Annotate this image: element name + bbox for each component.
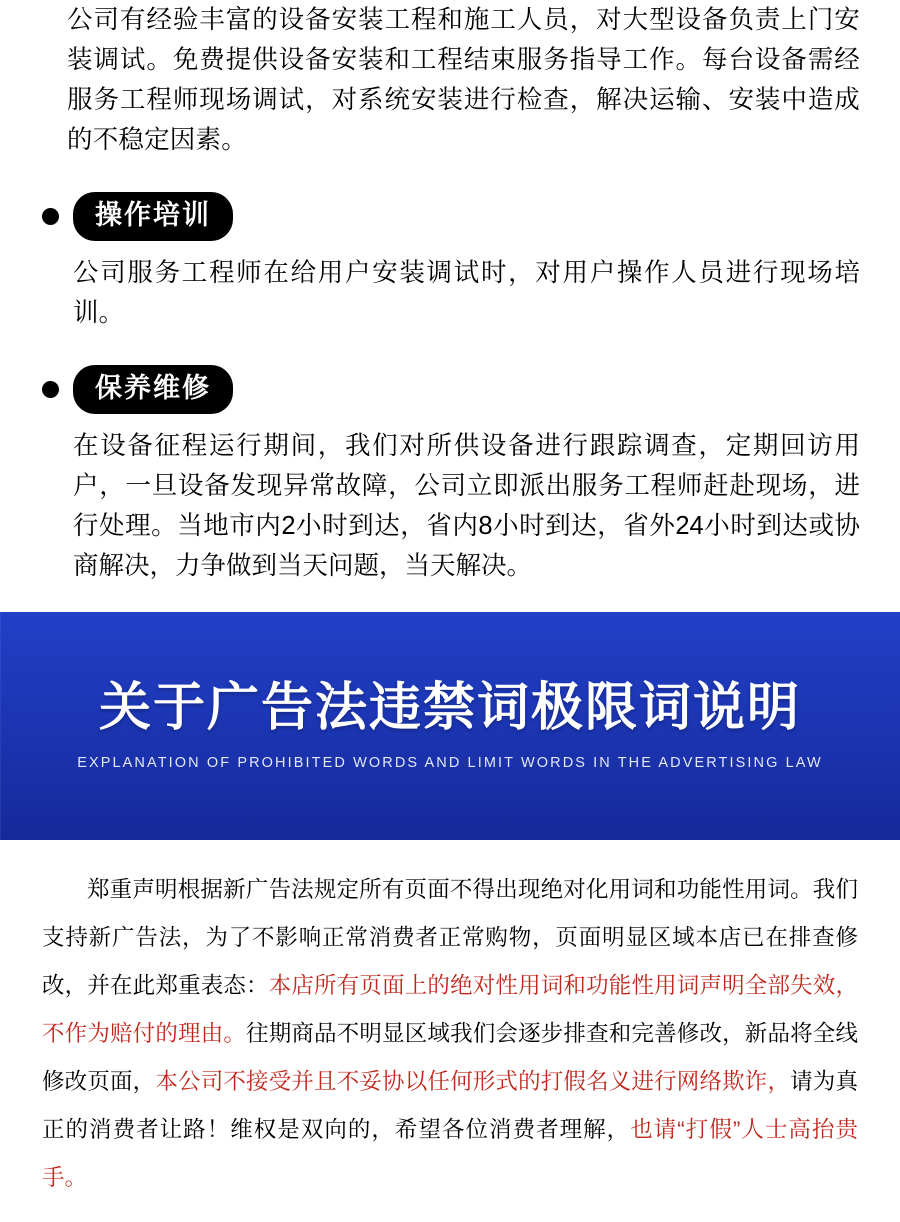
bullet-dot-icon xyxy=(42,208,59,225)
advertising-law-statement xyxy=(0,840,900,1222)
service-block-maintenance xyxy=(40,365,860,586)
bullet-dot-icon xyxy=(42,381,59,398)
statement-segment-highlight: 本店所有页面上的绝对性用词和功能性用词声明全部失效，不作为赔付的理由。 xyxy=(42,973,858,1046)
statement-segment: 郑重声明根据新广告法规定所有页面不得出现绝对化用词和功能性用词。我们支持新广告法，为了不影响正常消费者正常购物，页面明显区域本店已在排查修改，并在此郑重表态： xyxy=(42,877,858,998)
statement-segment-highlight: 本公司不接受并且不妥协以任何形式的打假名义进行网络欺诈， xyxy=(155,1069,791,1094)
service-block-header xyxy=(40,365,860,414)
statement-segment-highlight: 也请“打假”人士高抬贵手。 xyxy=(42,1117,858,1190)
service-intro-paragraph: 公司有经验丰富的设备安装工程和施工人员，对大型设备负责上门安装调试。免费提供设备安装和工程结束服务指导工作。每台设备需经服务工程师现场调试，对系统安装进行检查，解决运输、安装中造成的不稳定因素。 xyxy=(67,6,860,154)
service-block-body: 在设备征程运行期间，我们对所供设备进行跟踪调查，定期回访用户，一旦设备发现异常故障，公司立即派出服务工程师赶赴现场，进行处理。当地市内2小时到达，省内8小时到达，省外24小时到达或协商解决，力争做到当天问题，当天解决。 xyxy=(73,432,860,580)
banner-title: 关于广告法违禁词极限词说明 xyxy=(98,678,801,737)
statement-segment: 往期商品不明显区域我们会逐步排查和完善修改，新品将全线修改页面， xyxy=(42,1021,858,1094)
statement-paragraph xyxy=(42,866,858,1202)
service-tag-label: 保养维修 xyxy=(73,365,233,414)
statement-segment: 请为真正的消费者让路！维权是双向的，希望各位消费者理解， xyxy=(42,1069,858,1142)
banner-subtitle: EXPLANATION OF PROHIBITED WORDS AND LIMIT WORDS IN THE ADVERTISING LAW xyxy=(77,755,823,772)
service-block-body: 公司服务工程师在给用户安装调试时，对用户操作人员进行现场培训。 xyxy=(73,259,860,327)
service-block-header xyxy=(40,192,860,241)
after-sales-service-section xyxy=(0,0,900,586)
service-tag-label: 操作培训 xyxy=(73,192,233,241)
advertising-law-banner xyxy=(0,612,900,840)
service-block-operation-training xyxy=(40,192,860,333)
